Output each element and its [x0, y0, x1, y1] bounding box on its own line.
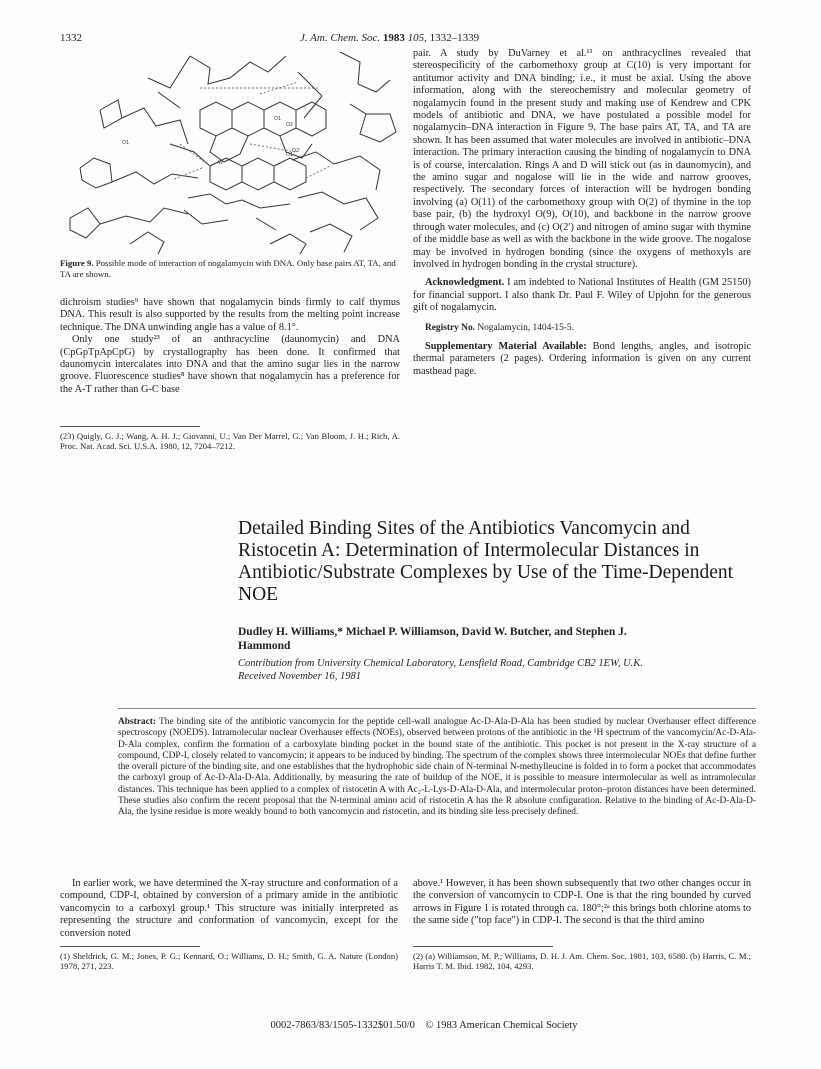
journal-year: 1983	[382, 32, 405, 44]
affiliation: Contribution from University Chemical Laboratory, Lensfield Road, Cambridge CB2 1EW, U.K.	[238, 658, 643, 669]
journal-pages: 1332–1339	[429, 32, 480, 44]
journal-volume: 105,	[407, 32, 427, 44]
atom-label: O2	[286, 122, 294, 128]
footnote-1: (1) Sheldrick, G. M.; Jones, P. G.; Kennard, O.; Williams, D. H.; Smith, G. A. Nature (London) 1978, 271, 223.	[60, 951, 398, 972]
page-number: 1332	[60, 32, 82, 44]
acknowledgment-text: I am indebted to National Institutes of Health (GM 25150) for financial support. I also thank Dr. Paul F. Wiley of Upjohn for the generous gift of nogalamycin.	[413, 277, 751, 314]
article-authors: Dudley H. Williams,* Michael P. Williamson, David W. Butcher, and Stephen J. Hammond	[238, 626, 627, 652]
paragraph: Only one study²³ of an anthracycline (daunomycin) and DNA (CpGpTpApCpG) by crystallography has been done. It confirmed that daunomycin intercalates into DNA and that the amino sugar lies in the narrow groove. Fluorescence studies⁸ have shown that nogalamycin has a preference for the A-T rather than G-C base	[60, 334, 400, 395]
footnote-2: (2) (a) Williamson, M. P.; Williams, D. H. J. Am. Chem. Soc. 1981, 103, 6580. (b) Harris, C. M.; Harris T. M. Ibid. 1982, 104, 4293.	[413, 951, 751, 972]
atom-label: W	[218, 160, 223, 166]
abstract-text: The binding site of the antibiotic vancomycin for the peptide cell-wall analogue Ac-D-Ala-D-Ala has been studied by nuclear Overhauser effect difference spectroscopy (NOEDS). Intramolecular nuclear Overhauser effects (NOEs), observed between protons of the antibiotic in the ¹H spectrum of the vancomycin/Ac-D-Ala-D-Ala complex, confirm the formation of a carboxylate binding pocket in the bound state of the antibiotic. This pocket is not present in the X-ray structure of a compound, CDP-I, closely related to vancomycin; it appears to be induced by binding. The spectrum of the complex shows three intermolecular NOEs that define further the overall picture of the binding site, and one establishes that the hydrophobic side chain of N-terminal N-methylleucine is folded in to form a pocket that accommodates the carboxyl group of Ac-D-Ala-D-Ala. Additionally, by measuring the rate of buildup of the NOE, it is possible to measure intermolecular as well as intramolecular distances. This technique has been applied to a complex of ristocetin A with Ac₂-L-Lys-D-Ala-D-Ala, and intermolecular proton–proton distances have been determined. These studies also confirm the recent proposal that the N-terminal amino acid of ristocetin A has the R absolute configuration. Relative to the binding of Ac-D-Ala-D-Ala, the lysine residue is more weakly bound to both vancomycin and ristocetin, and its binding site less precisely defined.	[118, 717, 756, 818]
footnote-divider	[413, 946, 553, 947]
footnote-divider	[60, 946, 200, 947]
supplementary-label: Supplementary Material Available:	[425, 340, 587, 352]
right-column-text	[413, 48, 751, 378]
figure-9-molecular-model	[60, 48, 405, 256]
atom-label: O1	[286, 152, 294, 158]
page-footer	[214, 1020, 634, 1031]
paragraph: pair. A study by DuVarney et al.¹¹ on anthracyclines revealed that stereospecificity of the carbomethoxy group at C(10) is very important for antitumor activity and DNA binding; i.e., it must be axial. Using the above information, along with the stereochemistry and molecular geometry of nogalamycin found in the present study and making use of Kendrew and CPK models of antibiotic and DNA, we have postulated a possible model for nogalamycin–DNA interaction in Figure 9. The base pairs AT, TA, and TA are shown. It has been assumed that water molecules are involved in antibiotic–DNA interaction. The primary interaction causing the binding of nogalamycin to DNA is of course, intercalation. Rings A and D will stick out (as in daunomycin), and the amino sugar and nogalose will lie in the wide and narrow grooves, respectively. The secondary forces of interaction will be hydrogen bonding involving (a) O(11) of the carbomethoxy group with O(2) of thymine in the top base pair, (b) the hydroxyl O(9), O(10), and backbone in the narrow groove through water molecules, and (c) O(2′) and nitrogen of amino sugar with thymine of the middle base as well as with the backbone in the wide groove. The nogalose may be involved in hydrogen bonding (since the oxygens of methoxyls are involved in hydrogen bonding in the crystal structure).	[413, 48, 751, 270]
abstract	[118, 717, 756, 819]
footnote-divider	[60, 426, 200, 427]
figure-label: Figure 9.	[60, 258, 94, 268]
supplementary-text: Bond lengths, angles, and isotropic thermal parameters (2 pages). Ordering information is given on any current masthead page.	[413, 340, 752, 377]
left-column-text	[60, 297, 400, 396]
journal-name: J. Am. Chem. Soc.	[300, 32, 381, 44]
supplementary-material	[413, 341, 751, 378]
running-header	[300, 32, 560, 44]
acknowledgment	[413, 277, 751, 314]
registry-label: Registry No.	[425, 322, 475, 333]
abstract-top-rule	[118, 708, 756, 709]
atom-label: O2'	[292, 148, 301, 154]
figure-caption	[60, 258, 400, 280]
copyright: © 1983 American Chemical Society	[425, 1020, 578, 1031]
registry-text: Nogalamycin, 1404-15-5.	[477, 322, 574, 333]
body-left-text: In earlier work, we have determined the X-ray structure and conformation of a compound, CDP-I, obtained by conversion of a primary amide in the antibiotic vancomycin to a carboxyl group.¹ This structure was initially interpreted as representing the structure and conformation of vancomycin, except for the conversion noted	[60, 878, 398, 939]
article-code: 0002-7863/83/1505-1332$01.50/0	[270, 1020, 415, 1031]
registry-number	[413, 323, 751, 333]
atom-label: O1	[122, 140, 130, 146]
figure-caption-text: Possible mode of interaction of nogalamycin with DNA. Only base pairs AT, TA, and TA are shown.	[60, 258, 396, 279]
received-date: Received November 16, 1981	[238, 671, 362, 682]
footnote-23: (23) Quigly, G. J.; Wang, A. H. J.; Giovanni, U.; Van Der Marrel, G.; Van Bloom, J. H.; Rich, A. Proc. Nat. Acad. Sci. U.S.A. 1980, 12, 7204–7212.	[60, 431, 400, 452]
atom-label: O1	[274, 116, 282, 122]
body-right-text: above.¹ However, it has been shown subsequently that two other changes occur in the conversion of vancomycin to CDP-I. One is that the ring bounded by curved arrows in Figure 1 is rotated through ca. 180°;²ᵃ this brings both chlorine atoms to the same side ("top face") in CDP-I. The second is that the third amino	[413, 878, 751, 927]
abstract-label: Abstract:	[118, 717, 157, 727]
paragraph: dichroism studies⁹ have shown that nogalamycin binds firmly to calf thymus DNA. This result is also supported by the results from the melting point increase technique. The DNA unwinding angle has a value of 8.1°.	[60, 297, 400, 333]
article-title: Detailed Binding Sites of the Antibiotics Vancomycin and Ristocetin A: Determination of Intermolecular Distances in Antibiotic/Substrate Complexes by Use of the Time-Dependent NOE	[238, 518, 734, 605]
acknowledgment-label: Acknowledgment.	[425, 277, 505, 289]
